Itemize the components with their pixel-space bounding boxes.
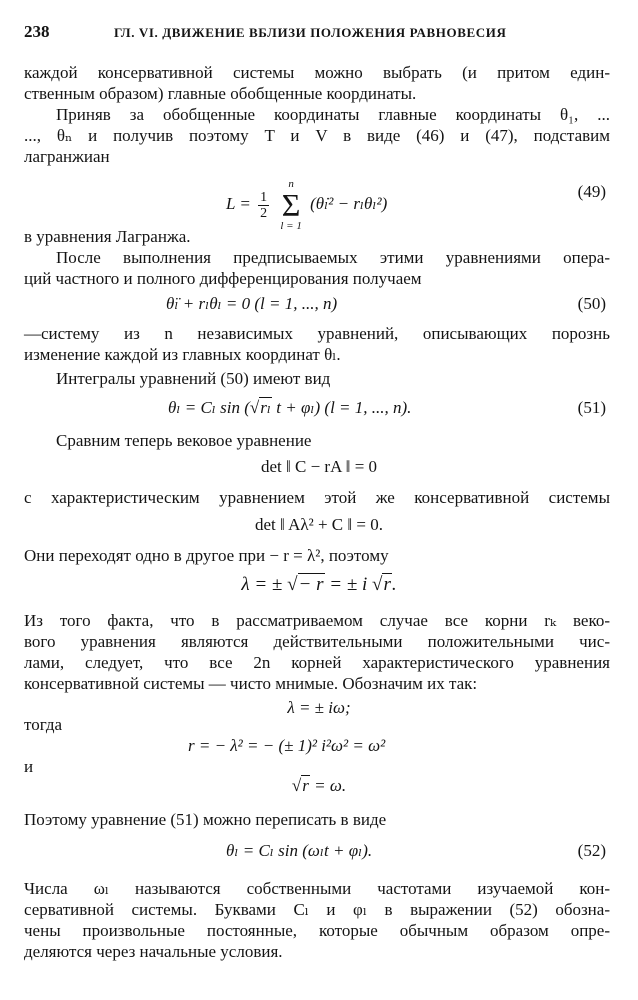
equation-number-52: (52) (577, 841, 606, 860)
eq49-sum-top: n (288, 178, 294, 190)
text-line: Поэтому уравнение (51) можно переписать в виде (24, 810, 387, 829)
text-line: каждой консервативной системы можно выбрать (и притом един- (24, 63, 610, 82)
text-line: чены произвольные постоянные, которые обычным образом опре- (24, 921, 610, 940)
equation-number-50: (50) (577, 294, 606, 313)
sigma-symbol: Σ (281, 187, 301, 223)
eq51-part-b: t + φₗ) (l = 1, ..., n). (272, 398, 412, 417)
eq-lambda-sqrt1: − r (298, 574, 324, 595)
sqrt-sign: √ (249, 398, 260, 417)
text-line: лагранжиан (24, 147, 110, 166)
eq51-part-a: θₗ = Cₗ sin ( (168, 398, 250, 417)
equation-number-51: (51) (577, 398, 606, 417)
text-line: тогда (24, 715, 63, 734)
eq-sqrt-r-rest: = ω. (309, 776, 347, 795)
equation-characteristic: det ‖ Aλ² + C ‖ = 0. (254, 515, 383, 534)
equation-lambda-iw: λ = ± iω; (287, 698, 351, 717)
eq49-frac-den: 2 (260, 205, 268, 221)
eq51-sqrt-arg: rₗ (260, 398, 272, 417)
equation-secular: det ‖ C − rA ‖ = 0 (260, 457, 378, 476)
text-line: деляются через начальные условия. (24, 942, 283, 961)
eq49-lhs: L = (226, 193, 251, 213)
text-line: Приняв за обобщенные координаты главные координаты θ₁, ... (56, 105, 610, 124)
text-line: После выполнения предписываемых этими уравнениями опера- (56, 248, 610, 267)
text-line: Сравним теперь вековое уравнение (56, 431, 312, 450)
text-line: сервативной системы. Буквами Cₗ и φₗ в выражении (52) обозна- (24, 900, 610, 919)
eq-sqrt-r-arg: r (302, 776, 309, 795)
eq-lambda-sqrt2: r (383, 574, 391, 595)
text-line: лами, следует, что все 2n корней характеристического уравнения (24, 653, 610, 672)
text-line: вого уравнения являются действительными положительными чис- (24, 632, 610, 651)
text-line: Интегралы уравнений (50) имеют вид (56, 369, 331, 388)
text-line: ..., θₙ и получив поэтому T и V в виде (46) и (47), подставим (24, 126, 610, 145)
sqrt-sign: √ (372, 574, 383, 595)
sqrt-sign: √ (287, 574, 298, 595)
eq49-frac-num: 1 (260, 189, 268, 205)
eq49-body: (θ̇ₗ² − rₗθₗ²) (310, 193, 388, 213)
text-line: Числа ωₗ называются собственными частотами изучаемой кон- (24, 879, 610, 898)
equation-49 (226, 178, 387, 232)
text-line: —систему из n независимых уравнений, описывающих порознь (24, 324, 610, 343)
eq-lambda-b: = ± i (324, 574, 373, 595)
running-head: ГЛ. VI. ДВИЖЕНИЕ ВБЛИЗИ ПОЛОЖЕНИЯ РАВНОВЕСИЯ (114, 25, 507, 40)
equation-number-49: (49) (577, 182, 606, 201)
text-line: консервативной системы — чисто мнимые. Обозначим их так: (24, 674, 478, 693)
eq49-sum-bottom: l = 1 (280, 220, 302, 232)
text-line: и (24, 757, 34, 776)
text-line: в уравнения Лагранжа. (24, 227, 191, 246)
equation-r: r = − λ² = − (± 1)² i²ω² = ω² (188, 736, 386, 755)
page-number: 238 (24, 22, 50, 41)
page-header (24, 22, 610, 44)
equation-lambda (0, 574, 638, 596)
text-line: ций частного и полного дифференцирования получаем (24, 269, 422, 288)
text-line: с характеристическим уравнением этой же консервативной системы (24, 488, 610, 507)
equation-52: θₗ = Cₗ sin (ωₗt + φₗ). (226, 841, 373, 860)
eq49-fraction (258, 190, 269, 221)
equation-51 (168, 397, 411, 419)
text-line: Они переходят одно в другое при − r = λ², поэтому (24, 546, 389, 565)
equation-50: θ̈ₗ + rₗθₗ = 0 (l = 1, ..., n) (166, 294, 338, 313)
sqrt-sign: √ (291, 776, 302, 795)
text-line: ственным образом) главные обобщенные координаты. (24, 84, 417, 103)
equation-sqrt-r (0, 775, 638, 797)
text-line: изменение каждой из главных координат θₗ. (24, 345, 341, 364)
eq-lambda-a: λ = ± (241, 574, 283, 595)
eq49-summation (280, 178, 301, 232)
text-line: Из того факта, что в рассматриваемом случае все корни rₖ веко- (24, 611, 610, 630)
eq-lambda-c: . (391, 574, 397, 595)
